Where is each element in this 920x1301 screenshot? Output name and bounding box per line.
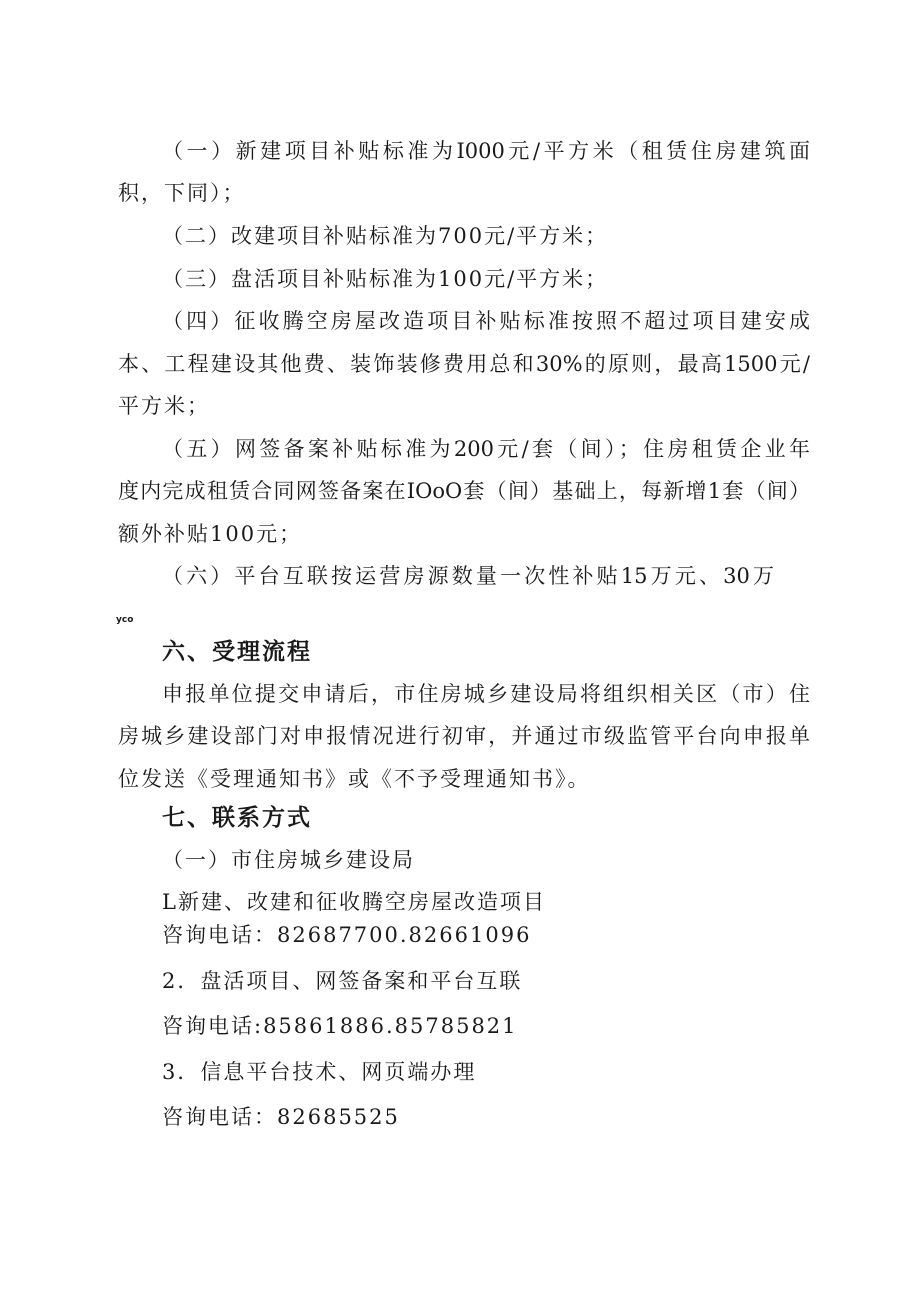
paragraph-process-cont: 房城乡建设部门对申报情况进行初审，并通过市级监管平台向申报单 (118, 724, 810, 748)
paragraph-expropriation-subsidy: （四）征收腾空房屋改造项目补贴标准按照不超过项目建安成 (162, 309, 810, 333)
section-heading-contact: 七、联系方式 (162, 805, 312, 831)
paragraph-platform-subsidy: （六）平台互联按运营房源数量一次性补贴15万元、30万 (162, 564, 774, 588)
paragraph-expropriation-subsidy-cont: 本、工程建设其他费、装饰装修费用总和30%的原则，最高1500元/ (118, 352, 810, 376)
stray-mark: yco (116, 615, 134, 625)
paragraph-renovation-subsidy: （二）改建项目补贴标准为700元/平方米； (162, 224, 609, 248)
paragraph-online-filing-subsidy-end: 额外补贴100元； (118, 522, 303, 546)
section-heading-process: 六、受理流程 (162, 639, 312, 665)
paragraph-revitalization-subsidy: （三）盘活项目补贴标准为100元/平方米； (162, 267, 609, 291)
paragraph-process: 申报单位提交申请后，市住房城乡建设局将组织相关区（市）住 (162, 682, 810, 706)
paragraph-online-filing-subsidy: （五）网签备案补贴标准为200元/套（间）；住房租赁企业年 (162, 437, 810, 461)
paragraph-online-filing-subsidy-cont: 度内完成租赁合同网签备案在IOoO套（间）基础上，每新增1套（间） (118, 479, 810, 503)
contact-item-1: L新建、改建和征收腾空房屋改造项目 (162, 890, 546, 914)
contact-phone-3: 咨询电话：82685525 (162, 1105, 400, 1129)
paragraph-expropriation-subsidy-end: 平方米； (118, 394, 210, 418)
contact-phone-1: 咨询电话：82687700.82661096 (162, 923, 532, 947)
contact-item-2: 2．盘活项目、网签备案和平台互联 (162, 969, 523, 993)
paragraph-new-build-subsidy-cont: 积，下同）； (118, 181, 246, 205)
contact-bureau: （一）市住房城乡建设局 (162, 848, 415, 872)
contact-item-3: 3．信息平台技术、网页端办理 (162, 1060, 477, 1084)
paragraph-process-end: 位发送《受理通知书》或《不予受理通知书》。 (118, 767, 591, 791)
contact-phone-2: 咨询电话:85861886.85785821 (162, 1014, 518, 1038)
paragraph-new-build-subsidy: （一）新建项目补贴标准为I000元/平方米（租赁住房建筑面 (162, 139, 810, 163)
